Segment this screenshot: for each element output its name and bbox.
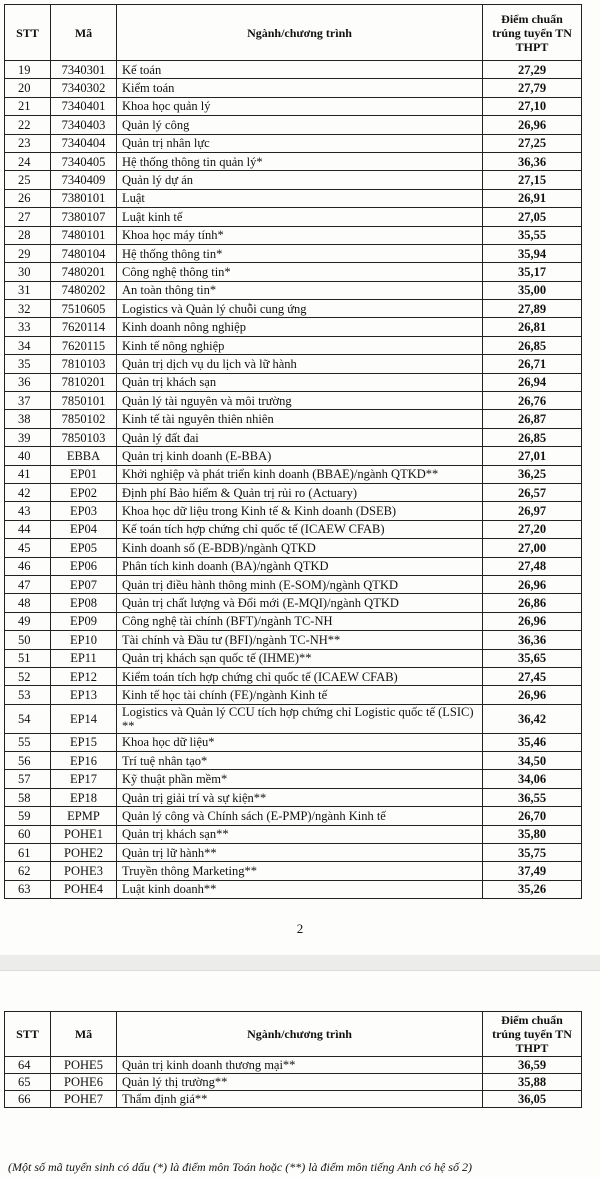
table-row xyxy=(5,880,582,898)
header-nganh: Ngành/chương trình xyxy=(117,5,483,61)
cell-stt: 55 xyxy=(5,733,51,751)
cell-stt: 46 xyxy=(5,557,51,575)
cell-nganh: Kiểm toán xyxy=(117,79,483,97)
table-header-row xyxy=(5,1012,582,1057)
cell-score: 35,46 xyxy=(483,733,582,751)
cell-nganh: Kinh tế học tài chính (FE)/ngành Kinh tế xyxy=(117,686,483,704)
cell-stt: 24 xyxy=(5,152,51,170)
cell-score: 36,05 xyxy=(483,1091,582,1108)
cell-ma: EP07 xyxy=(51,575,117,593)
table-row xyxy=(5,862,582,880)
cell-nganh: Quản lý công và Chính sách (E-PMP)/ngành Kinh tế xyxy=(117,807,483,825)
cell-ma: EP15 xyxy=(51,733,117,751)
table-row xyxy=(5,318,582,336)
cell-ma: 7810201 xyxy=(51,373,117,391)
cell-stt: 40 xyxy=(5,447,51,465)
cell-score: 34,50 xyxy=(483,752,582,770)
table-row xyxy=(5,281,582,299)
cell-ma: 7340405 xyxy=(51,152,117,170)
cell-score: 36,55 xyxy=(483,788,582,806)
cell-ma: EP18 xyxy=(51,788,117,806)
cell-stt: 54 xyxy=(5,704,51,733)
cell-ma: 7340301 xyxy=(51,61,117,79)
cell-ma: EP04 xyxy=(51,520,117,538)
cell-stt: 45 xyxy=(5,539,51,557)
cell-score: 36,36 xyxy=(483,631,582,649)
cell-score: 27,45 xyxy=(483,667,582,685)
cell-nganh: Trí tuệ nhân tạo* xyxy=(117,752,483,770)
cell-stt: 65 xyxy=(5,1074,51,1091)
table-row xyxy=(5,97,582,115)
cell-ma: POHE7 xyxy=(51,1091,117,1108)
cell-score: 35,55 xyxy=(483,226,582,244)
cell-nganh: Kinh tế tài nguyên thiên nhiên xyxy=(117,410,483,428)
cell-stt: 27 xyxy=(5,208,51,226)
table-row xyxy=(5,788,582,806)
cell-nganh: Kinh doanh số (E-BDB)/ngành QTKD xyxy=(117,539,483,557)
cell-score: 27,00 xyxy=(483,539,582,557)
cell-stt: 35 xyxy=(5,355,51,373)
cell-stt: 62 xyxy=(5,862,51,880)
cell-ma: EP12 xyxy=(51,667,117,685)
cell-stt: 42 xyxy=(5,483,51,501)
cell-nganh: Quản lý đất đai xyxy=(117,428,483,446)
table-row xyxy=(5,807,582,825)
admission-score-table xyxy=(4,4,582,899)
cell-nganh: Quản trị kinh doanh thương mại** xyxy=(117,1057,483,1074)
table-row xyxy=(5,612,582,630)
cell-score: 35,75 xyxy=(483,844,582,862)
cell-ma: POHE1 xyxy=(51,825,117,843)
cell-ma: 7850103 xyxy=(51,428,117,446)
cell-nganh: An toàn thông tin* xyxy=(117,281,483,299)
cell-ma: EP06 xyxy=(51,557,117,575)
cell-nganh: Định phí Bảo hiểm & Quản trị rủi ro (Actuary) xyxy=(117,483,483,501)
cell-ma: EP14 xyxy=(51,704,117,733)
table-row xyxy=(5,539,582,557)
cell-nganh: Thẩm định giá** xyxy=(117,1091,483,1108)
cell-stt: 60 xyxy=(5,825,51,843)
cell-stt: 23 xyxy=(5,134,51,152)
cell-ma: EP10 xyxy=(51,631,117,649)
table-row xyxy=(5,61,582,79)
cell-ma: EP17 xyxy=(51,770,117,788)
cell-stt: 47 xyxy=(5,575,51,593)
cell-nganh: Quản trị khách sạn** xyxy=(117,825,483,843)
cell-score: 36,36 xyxy=(483,152,582,170)
table-row xyxy=(5,733,582,751)
cell-score: 35,88 xyxy=(483,1074,582,1091)
cell-nganh: Quản trị kinh doanh (E-BBA) xyxy=(117,447,483,465)
cell-nganh: Luật kinh doanh** xyxy=(117,880,483,898)
cell-nganh: Kỹ thuật phần mềm* xyxy=(117,770,483,788)
table-header-row xyxy=(5,5,582,61)
table-row xyxy=(5,134,582,152)
cell-nganh: Quản trị dịch vụ du lịch và lữ hành xyxy=(117,355,483,373)
cell-stt: 19 xyxy=(5,61,51,79)
cell-score: 26,81 xyxy=(483,318,582,336)
header-score-line1: Điểm chuẩn xyxy=(501,11,563,26)
cell-score: 35,26 xyxy=(483,880,582,898)
cell-ma: 7340404 xyxy=(51,134,117,152)
cell-stt: 39 xyxy=(5,428,51,446)
table-row xyxy=(5,667,582,685)
cell-score: 26,96 xyxy=(483,575,582,593)
cell-ma: 7510605 xyxy=(51,300,117,318)
cell-ma: POHE3 xyxy=(51,862,117,880)
cell-score: 26,96 xyxy=(483,612,582,630)
table-row xyxy=(5,483,582,501)
cell-ma: 7480201 xyxy=(51,263,117,281)
table-row xyxy=(5,465,582,483)
table-row xyxy=(5,1091,582,1108)
cell-nganh: Hệ thống thông tin quản lý* xyxy=(117,152,483,170)
cell-score: 26,70 xyxy=(483,807,582,825)
cell-score: 35,80 xyxy=(483,825,582,843)
cell-nganh: Luật kinh tế xyxy=(117,208,483,226)
footnote: (Một số mã tuyển sinh có dấu (*) là điểm môn Toán hoặc (**) là điểm môn tiếng Anh có hệ số 2) xyxy=(8,1160,472,1174)
cell-stt: 49 xyxy=(5,612,51,630)
cell-score: 27,10 xyxy=(483,97,582,115)
table-row xyxy=(5,263,582,281)
cell-nganh: Quản trị khách sạn quốc tế (IHME)** xyxy=(117,649,483,667)
cell-ma: EP01 xyxy=(51,465,117,483)
cell-stt: 21 xyxy=(5,97,51,115)
cell-ma: EP08 xyxy=(51,594,117,612)
cell-stt: 41 xyxy=(5,465,51,483)
cell-nganh: Khoa học dữ liệu* xyxy=(117,733,483,751)
cell-ma: EP03 xyxy=(51,502,117,520)
cell-nganh: Quản trị giải trí và sự kiện** xyxy=(117,788,483,806)
table-row xyxy=(5,116,582,134)
cell-nganh: Kinh doanh nông nghiệp xyxy=(117,318,483,336)
cell-nganh: Công nghệ thông tin* xyxy=(117,263,483,281)
cell-score: 27,20 xyxy=(483,520,582,538)
cell-ma: 7340409 xyxy=(51,171,117,189)
header-stt: STT xyxy=(5,5,51,61)
table-row xyxy=(5,1057,582,1074)
cell-score: 27,01 xyxy=(483,447,582,465)
cell-stt: 51 xyxy=(5,649,51,667)
cell-ma: POHE6 xyxy=(51,1074,117,1091)
table-row xyxy=(5,300,582,318)
cell-ma: EP13 xyxy=(51,686,117,704)
cell-stt: 44 xyxy=(5,520,51,538)
cell-stt: 22 xyxy=(5,116,51,134)
cell-score: 27,05 xyxy=(483,208,582,226)
table-row xyxy=(5,686,582,704)
cell-ma: EP05 xyxy=(51,539,117,557)
document-page-2 xyxy=(0,970,600,1177)
cell-nganh: Kiểm toán tích hợp chứng chỉ quốc tế (ICAEW CFAB) xyxy=(117,667,483,685)
header-score xyxy=(483,5,582,61)
cell-stt: 57 xyxy=(5,770,51,788)
table-row xyxy=(5,520,582,538)
table-row xyxy=(5,1074,582,1091)
cell-ma: 7850102 xyxy=(51,410,117,428)
cell-nganh: Kế toán tích hợp chứng chỉ quốc tế (ICAEW CFAB) xyxy=(117,520,483,538)
cell-stt: 59 xyxy=(5,807,51,825)
cell-nganh: Logistics và Quản lý CCU tích hợp chứng chỉ Logistic quốc tế (LSIC) ** xyxy=(117,704,483,733)
cell-stt: 63 xyxy=(5,880,51,898)
cell-score: 26,85 xyxy=(483,336,582,354)
cell-score: 26,96 xyxy=(483,686,582,704)
table-row xyxy=(5,373,582,391)
cell-ma: EBBA xyxy=(51,447,117,465)
cell-nganh: Tài chính và Đầu tư (BFI)/ngành TC-NH** xyxy=(117,631,483,649)
cell-score: 26,86 xyxy=(483,594,582,612)
header-score-line1: Điểm chuẩn xyxy=(501,1013,563,1027)
cell-nganh: Công nghệ tài chính (BFT)/ngành TC-NH xyxy=(117,612,483,630)
header-stt: STT xyxy=(5,1012,51,1057)
cell-ma: 7340401 xyxy=(51,97,117,115)
cell-stt: 33 xyxy=(5,318,51,336)
cell-score: 27,15 xyxy=(483,171,582,189)
cell-score: 26,94 xyxy=(483,373,582,391)
cell-stt: 37 xyxy=(5,392,51,410)
cell-nganh: Quản lý tài nguyên và môi trường xyxy=(117,392,483,410)
cell-score: 26,85 xyxy=(483,428,582,446)
cell-stt: 36 xyxy=(5,373,51,391)
cell-stt: 31 xyxy=(5,281,51,299)
table-row xyxy=(5,844,582,862)
cell-ma: 7480104 xyxy=(51,244,117,262)
cell-nganh: Quản lý công xyxy=(117,116,483,134)
cell-stt: 66 xyxy=(5,1091,51,1108)
cell-nganh: Luật xyxy=(117,189,483,207)
table-row xyxy=(5,392,582,410)
cell-nganh: Khoa học quản lý xyxy=(117,97,483,115)
header-ma: Mã xyxy=(51,5,117,61)
cell-score: 35,94 xyxy=(483,244,582,262)
cell-stt: 20 xyxy=(5,79,51,97)
cell-score: 35,65 xyxy=(483,649,582,667)
cell-score: 27,79 xyxy=(483,79,582,97)
table-row xyxy=(5,557,582,575)
header-ma: Mã xyxy=(51,1012,117,1057)
header-nganh: Ngành/chương trình xyxy=(117,1012,483,1057)
cell-nganh: Logistics và Quản lý chuỗi cung ứng xyxy=(117,300,483,318)
cell-nganh: Khoa học máy tính* xyxy=(117,226,483,244)
cell-score: 26,96 xyxy=(483,116,582,134)
cell-score: 27,48 xyxy=(483,557,582,575)
cell-score: 26,97 xyxy=(483,502,582,520)
cell-nganh: Phân tích kinh doanh (BA)/ngành QTKD xyxy=(117,557,483,575)
cell-nganh: Quản trị chất lượng và Đổi mới (E-MQI)/ngành QTKD xyxy=(117,594,483,612)
header-score-line2: trúng tuyển TN xyxy=(492,25,572,40)
table-row xyxy=(5,189,582,207)
cell-stt: 38 xyxy=(5,410,51,428)
table-row xyxy=(5,79,582,97)
table-row xyxy=(5,704,582,733)
cell-ma: EP11 xyxy=(51,649,117,667)
cell-ma: 7340302 xyxy=(51,79,117,97)
table-row xyxy=(5,428,582,446)
cell-nganh: Kế toán xyxy=(117,61,483,79)
table-row xyxy=(5,575,582,593)
table-row xyxy=(5,355,582,373)
cell-ma: EP16 xyxy=(51,752,117,770)
table-row xyxy=(5,226,582,244)
cell-ma: EP02 xyxy=(51,483,117,501)
cell-ma: EPMP xyxy=(51,807,117,825)
cell-nganh: Quản trị điều hành thông minh (E-SOM)/ngành QTKD xyxy=(117,575,483,593)
header-score-line3: THPT xyxy=(515,39,549,54)
cell-stt: 52 xyxy=(5,667,51,685)
cell-score: 34,06 xyxy=(483,770,582,788)
cell-stt: 53 xyxy=(5,686,51,704)
cell-stt: 32 xyxy=(5,300,51,318)
cell-score: 37,49 xyxy=(483,862,582,880)
cell-nganh: Quản trị khách sạn xyxy=(117,373,483,391)
cell-score: 26,87 xyxy=(483,410,582,428)
cell-ma: 7620115 xyxy=(51,336,117,354)
cell-stt: 29 xyxy=(5,244,51,262)
cell-stt: 43 xyxy=(5,502,51,520)
cell-nganh: Khởi nghiệp và phát triển kinh doanh (BBAE)/ngành QTKD** xyxy=(117,465,483,483)
page-gap xyxy=(0,955,600,970)
header-score xyxy=(483,1012,582,1057)
cell-nganh: Quản trị nhân lực xyxy=(117,134,483,152)
table-row xyxy=(5,410,582,428)
cell-ma: 7480202 xyxy=(51,281,117,299)
cell-score: 35,17 xyxy=(483,263,582,281)
cell-ma: 7380101 xyxy=(51,189,117,207)
cell-nganh: Quản lý thị trường** xyxy=(117,1074,483,1091)
cell-stt: 61 xyxy=(5,844,51,862)
table-row xyxy=(5,825,582,843)
table-row xyxy=(5,649,582,667)
cell-nganh: Quản trị lữ hành** xyxy=(117,844,483,862)
cell-score: 36,42 xyxy=(483,704,582,733)
cell-stt: 30 xyxy=(5,263,51,281)
cell-ma: 7380107 xyxy=(51,208,117,226)
cell-nganh: Hệ thống thông tin* xyxy=(117,244,483,262)
cell-stt: 48 xyxy=(5,594,51,612)
cell-stt: 25 xyxy=(5,171,51,189)
cell-ma: POHE4 xyxy=(51,880,117,898)
cell-stt: 26 xyxy=(5,189,51,207)
cell-stt: 56 xyxy=(5,752,51,770)
table-row xyxy=(5,502,582,520)
cell-score: 26,57 xyxy=(483,483,582,501)
cell-score: 26,76 xyxy=(483,392,582,410)
table-row xyxy=(5,152,582,170)
table-row xyxy=(5,770,582,788)
cell-score: 26,91 xyxy=(483,189,582,207)
cell-ma: POHE2 xyxy=(51,844,117,862)
cell-stt: 28 xyxy=(5,226,51,244)
cell-stt: 64 xyxy=(5,1057,51,1074)
table-row xyxy=(5,752,582,770)
page-number: 2 xyxy=(296,921,304,936)
cell-nganh: Khoa học dữ liệu trong Kinh tế & Kinh doanh (DSEB) xyxy=(117,502,483,520)
cell-ma: 7810103 xyxy=(51,355,117,373)
cell-ma: 7340403 xyxy=(51,116,117,134)
cell-ma: 7620114 xyxy=(51,318,117,336)
cell-score: 35,00 xyxy=(483,281,582,299)
cell-stt: 34 xyxy=(5,336,51,354)
cell-ma: 7480101 xyxy=(51,226,117,244)
table-row xyxy=(5,447,582,465)
cell-stt: 50 xyxy=(5,631,51,649)
admission-score-table-continued xyxy=(4,1011,582,1108)
cell-score: 36,59 xyxy=(483,1057,582,1074)
header-score-line3: THPT xyxy=(515,1041,549,1055)
cell-nganh: Quản lý dự án xyxy=(117,171,483,189)
cell-score: 36,25 xyxy=(483,465,582,483)
table-row xyxy=(5,336,582,354)
cell-score: 27,29 xyxy=(483,61,582,79)
cell-ma: 7850101 xyxy=(51,392,117,410)
cell-ma: EP09 xyxy=(51,612,117,630)
table-row xyxy=(5,208,582,226)
cell-score: 27,89 xyxy=(483,300,582,318)
cell-nganh: Kinh tế nông nghiệp xyxy=(117,336,483,354)
cell-ma: POHE5 xyxy=(51,1057,117,1074)
cell-stt: 58 xyxy=(5,788,51,806)
table-row xyxy=(5,631,582,649)
table-row xyxy=(5,171,582,189)
cell-score: 27,25 xyxy=(483,134,582,152)
cell-nganh: Truyền thông Marketing** xyxy=(117,862,483,880)
table-row xyxy=(5,594,582,612)
cell-score: 26,71 xyxy=(483,355,582,373)
header-score-line2: trúng tuyển TN xyxy=(492,1027,572,1041)
table-row xyxy=(5,244,582,262)
